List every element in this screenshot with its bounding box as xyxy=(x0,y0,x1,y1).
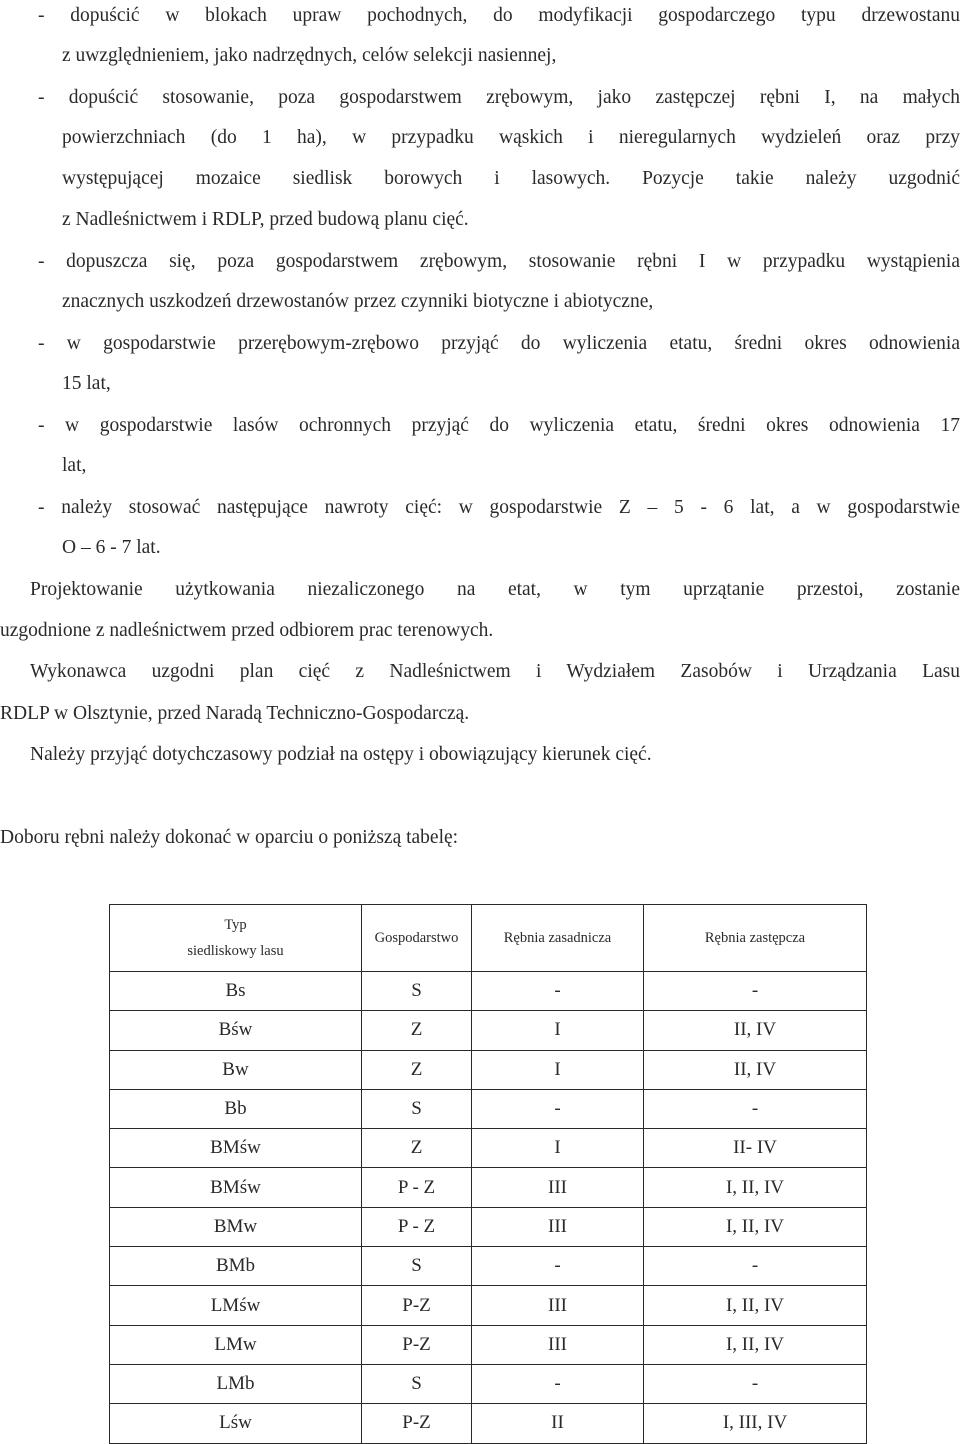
cell-alt-cut: I, III, IV xyxy=(644,1404,867,1443)
header-main-cut: Rębnia zasadnicza xyxy=(472,905,644,972)
table-row xyxy=(110,1364,867,1403)
cell-site-type: Lśw xyxy=(110,1404,362,1443)
cell-alt-cut: II, IV xyxy=(644,1011,867,1050)
header-alt-cut: Rębnia zastępcza xyxy=(644,905,867,972)
cell-main-cut: I xyxy=(472,1011,644,1050)
header-site-type xyxy=(110,905,362,972)
table-row xyxy=(110,1168,867,1207)
table-row xyxy=(110,972,867,1011)
cell-alt-cut: I, II, IV xyxy=(644,1325,867,1364)
bullet-2-line-4: z Nadleśnictwem i RDLP, przed budową planu cięć. xyxy=(62,209,469,230)
cell-main-cut: I xyxy=(472,1050,644,1089)
cell-site-type: LMśw xyxy=(110,1286,362,1325)
cell-alt-cut: II- IV xyxy=(644,1129,867,1168)
cell-main-cut: I xyxy=(472,1129,644,1168)
cell-site-type: LMb xyxy=(110,1364,362,1403)
cell-site-type: LMw xyxy=(110,1325,362,1364)
cell-main-cut: III xyxy=(472,1207,644,1246)
cell-alt-cut: II, IV xyxy=(644,1050,867,1089)
cell-farm-type: P - Z xyxy=(362,1207,472,1246)
cell-site-type: BMw xyxy=(110,1207,362,1246)
cell-farm-type: S xyxy=(362,1364,472,1403)
cell-farm-type: S xyxy=(362,1089,472,1128)
bullet-6-line-1: - należy stosować następujące nawroty cięć: w gospodarstwie Z – 5 - 6 lat, a w gospodarstwie xyxy=(38,497,960,518)
cell-alt-cut: I, II, IV xyxy=(644,1168,867,1207)
cell-alt-cut: - xyxy=(644,972,867,1011)
rebnia-table xyxy=(109,904,867,1444)
cell-farm-type: S xyxy=(362,972,472,1011)
cell-site-type: BMb xyxy=(110,1247,362,1286)
bullet-2-line-2: powierzchniach (do 1 ha), w przypadku wąskich i nieregularnych wydzieleń oraz przy xyxy=(62,127,960,148)
cell-farm-type: Z xyxy=(362,1050,472,1089)
cell-main-cut: - xyxy=(472,1364,644,1403)
header-farm-type: Gospodarstwo xyxy=(362,905,472,972)
cell-alt-cut: I, II, IV xyxy=(644,1286,867,1325)
cell-alt-cut: I, II, IV xyxy=(644,1207,867,1246)
bullet-2-line-1: - dopuścić stosowanie, poza gospodarstwem zrębowym, jako zastępczej rębni I, na małych xyxy=(38,87,960,108)
cell-farm-type: P-Z xyxy=(362,1325,472,1364)
cell-site-type: BMśw xyxy=(110,1129,362,1168)
bullet-4-line-1: - w gospodarstwie przerębowym-zrębowo przyjąć do wyliczenia etatu, średni okres odnowienia xyxy=(38,333,960,354)
table-row xyxy=(110,1050,867,1089)
cell-site-type: Bb xyxy=(110,1089,362,1128)
cell-site-type: Bs xyxy=(110,972,362,1011)
table-header-row xyxy=(110,905,867,972)
table-row xyxy=(110,1325,867,1364)
cell-farm-type: P - Z xyxy=(362,1168,472,1207)
bullet-2-line-3: występującej mozaice siedlisk borowych i lasowych. Pozycje takie należy uzgodnić xyxy=(62,168,960,189)
bullet-3-line-2: znacznych uszkodzeń drzewostanów przez czynniki biotyczne i abiotyczne, xyxy=(62,291,654,312)
cell-farm-type: Z xyxy=(362,1011,472,1050)
cell-site-type: BMśw xyxy=(110,1168,362,1207)
table-row xyxy=(110,1404,867,1443)
cell-main-cut: - xyxy=(472,972,644,1011)
bullet-3-line-1: - dopuszcza się, poza gospodarstwem zrębowym, stosowanie rębni I w przypadku wystąpienia xyxy=(38,251,960,272)
table-row xyxy=(110,1011,867,1050)
cell-main-cut: III xyxy=(472,1168,644,1207)
cell-site-type: Bśw xyxy=(110,1011,362,1050)
cell-alt-cut: - xyxy=(644,1364,867,1403)
cell-alt-cut: - xyxy=(644,1089,867,1128)
bullet-5-line-2: lat, xyxy=(62,455,87,476)
bullet-1-line-1: - dopuścić w blokach upraw pochodnych, do modyfikacji gospodarczego typu drzewostanu xyxy=(38,5,960,26)
cell-farm-type: Z xyxy=(362,1129,472,1168)
bullet-6-line-2: O – 6 - 7 lat. xyxy=(62,537,161,558)
cell-main-cut: - xyxy=(472,1089,644,1128)
table-row xyxy=(110,1129,867,1168)
bullet-5-line-1: - w gospodarstwie lasów ochronnych przyjąć do wyliczenia etatu, średni okres odnowienia 17 xyxy=(38,415,960,436)
table-row xyxy=(110,1207,867,1246)
table-intro: Doboru rębni należy dokonać w oparciu o poniższą tabelę: xyxy=(0,827,459,848)
cell-main-cut: III xyxy=(472,1325,644,1364)
bullet-4-line-2: 15 lat, xyxy=(62,373,111,394)
paragraph-3: Należy przyjąć dotychczasowy podział na ostępy i obowiązujący kierunek cięć. xyxy=(30,744,652,765)
paragraph-2-line-2: RDLP w Olsztynie, przed Naradą Techniczno-Gospodarczą. xyxy=(0,703,470,724)
cell-alt-cut: - xyxy=(644,1247,867,1286)
table-row xyxy=(110,1247,867,1286)
cell-farm-type: P-Z xyxy=(362,1404,472,1443)
cell-farm-type: S xyxy=(362,1247,472,1286)
table-row xyxy=(110,1286,867,1325)
header-site-type-line-1: Typ xyxy=(224,917,247,933)
cell-main-cut: - xyxy=(472,1247,644,1286)
paragraph-1-line-1: Projektowanie użytkowania niezaliczonego na etat, w tym uprzątanie przestoi, zostanie xyxy=(30,579,960,600)
bullet-1-line-2: z uwzględnieniem, jako nadrzędnych, celów selekcji nasiennej, xyxy=(62,45,557,66)
cell-main-cut: III xyxy=(472,1286,644,1325)
cell-farm-type: P-Z xyxy=(362,1286,472,1325)
cell-site-type: Bw xyxy=(110,1050,362,1089)
cell-main-cut: II xyxy=(472,1404,644,1443)
paragraph-1-line-2: uzgodnione z nadleśnictwem przed odbiorem prac terenowych. xyxy=(0,620,494,641)
paragraph-2-line-1: Wykonawca uzgodni plan cięć z Nadleśnictwem i Wydziałem Zasobów i Urządzania Lasu xyxy=(30,661,960,682)
table-row xyxy=(110,1089,867,1128)
header-site-type-line-2: siedliskowy lasu xyxy=(187,943,284,959)
